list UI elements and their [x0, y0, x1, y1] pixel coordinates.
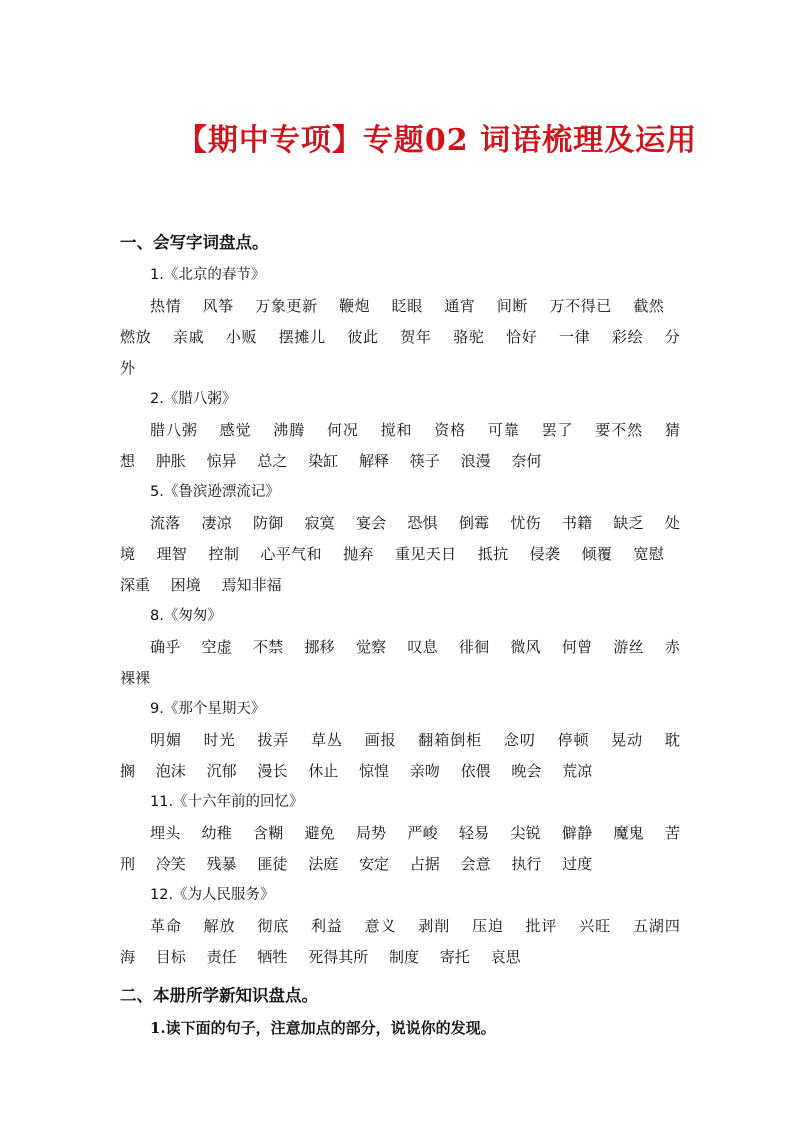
- vocab-word: 分外: [120, 328, 680, 377]
- vocab-word: 惊异: [206, 452, 237, 470]
- vocab-word: 何况: [326, 421, 359, 439]
- section-heading-2: 二、本册所学新知识盘点。: [120, 986, 318, 1005]
- vocab-word: 困境: [170, 576, 201, 594]
- word-list: [120, 725, 680, 787]
- vocab-word: 占据: [409, 855, 440, 873]
- question-1: 1.读下面的句子，注意加点的部分，说说你的发现。: [150, 1019, 496, 1037]
- vocab-word: 抛弃: [343, 545, 374, 563]
- vocab-word: 宴会: [355, 514, 387, 532]
- vocab-word: 念叨: [503, 731, 536, 749]
- vocab-word: 要不然: [595, 421, 644, 439]
- vocab-word: 凄凉: [201, 514, 232, 532]
- vocab-word: 目标: [155, 948, 186, 966]
- vocab-word: 压迫: [471, 917, 504, 935]
- vocab-word: 轻易: [458, 824, 490, 842]
- vocab-word: 拔弄: [257, 731, 290, 749]
- vocab-word: 宽慰: [633, 545, 664, 563]
- document-title: 【期中专项】专题02 词语梳理及运用: [176, 123, 698, 158]
- lesson-title: 11.《十六年前的回忆》: [150, 794, 304, 810]
- vocab-word: 抵抗: [477, 545, 509, 563]
- vocab-word: 局势: [355, 824, 387, 842]
- vocab-word: 寄托: [439, 948, 470, 966]
- vocab-word: 依偎: [460, 762, 491, 780]
- vocab-word: 晚会: [511, 762, 542, 780]
- vocab-word: 彼此: [347, 328, 379, 346]
- vocab-word: 书籍: [561, 514, 593, 532]
- vocab-word: 可靠: [487, 421, 520, 439]
- vocab-word: 泡沫: [155, 762, 186, 780]
- vocab-word: 挪移: [304, 638, 335, 656]
- vocab-word: 资格: [434, 421, 467, 439]
- vocab-word: 法庭: [308, 855, 339, 873]
- word-list: [120, 415, 680, 477]
- vocab-word: 确乎: [150, 638, 181, 656]
- vocab-word: 剥削: [418, 917, 451, 935]
- vocab-word: 腊八粥: [150, 421, 198, 439]
- word-list: [120, 632, 680, 694]
- vocab-word: 燃放: [120, 328, 152, 346]
- vocab-word: 寂寞: [304, 514, 335, 532]
- vocab-word: 时光: [203, 731, 236, 749]
- vocab-word: 控制: [208, 545, 240, 563]
- vocab-word: 含糊: [252, 824, 284, 842]
- vocab-word: 魔鬼: [613, 824, 644, 842]
- lesson-title: 2.《腊八粥》: [150, 391, 237, 407]
- vocab-word: 叹息: [407, 638, 438, 656]
- vocab-word: 焉知非福: [221, 576, 282, 594]
- vocab-word: 制度: [388, 948, 419, 966]
- vocab-word: 利益: [310, 917, 343, 935]
- vocab-word: 染缸: [308, 452, 339, 470]
- vocab-word: 流落: [150, 514, 181, 532]
- vocab-word: 侵袭: [529, 545, 561, 563]
- vocab-word: 漫长: [257, 762, 288, 780]
- vocab-word: 何曾: [561, 638, 593, 656]
- lesson-list: [120, 260, 680, 973]
- vocab-word: 亲戚: [172, 328, 205, 346]
- vocab-word: 倾覆: [581, 545, 613, 563]
- vocab-word: 死得其所: [308, 948, 369, 966]
- vocab-word: 游丝: [613, 638, 644, 656]
- vocab-word: 草丛: [310, 731, 343, 749]
- vocab-word: 觉察: [355, 638, 387, 656]
- vocab-word: 亲吻: [409, 762, 440, 780]
- lesson-title: 1.《北京的春节》: [150, 267, 266, 283]
- vocab-word: 耽搁: [120, 731, 680, 780]
- vocab-word: 深重: [120, 576, 151, 594]
- vocab-word: 万不得已: [549, 297, 612, 315]
- vocab-word: 冷笑: [155, 855, 186, 873]
- word-list: [120, 818, 680, 880]
- vocab-word: 罢了: [541, 421, 574, 439]
- vocab-word: 缺乏: [613, 514, 644, 532]
- vocab-word: 严峻: [407, 824, 438, 842]
- vocab-word: 总之: [257, 452, 288, 470]
- vocab-word: 徘徊: [458, 638, 490, 656]
- vocab-word: 会意: [460, 855, 491, 873]
- vocab-word: 惊惶: [358, 762, 389, 780]
- vocab-word: 恰好: [506, 328, 538, 346]
- vocab-word: 牺牲: [257, 948, 288, 966]
- lesson-title: 9.《那个星期天》: [150, 701, 266, 717]
- vocab-word: 匪徒: [257, 855, 288, 873]
- vocab-word: 过度: [562, 855, 593, 873]
- vocab-word: 万象更新: [255, 297, 318, 315]
- vocab-word: 幼稚: [201, 824, 232, 842]
- vocab-word: 倒霉: [458, 514, 490, 532]
- vocab-word: 翻箱倒柜: [418, 731, 483, 749]
- vocab-word: 通宵: [444, 297, 476, 315]
- vocab-word: 尖锐: [510, 824, 541, 842]
- vocab-word: 僻静: [561, 824, 593, 842]
- vocab-word: 解放: [203, 917, 236, 935]
- vocab-word: 忧伤: [510, 514, 541, 532]
- vocab-word: 搅和: [380, 421, 413, 439]
- vocab-word: 摆摊儿: [278, 328, 326, 346]
- vocab-word: 停顿: [557, 731, 590, 749]
- vocab-word: 不禁: [252, 638, 284, 656]
- vocab-word: 兴旺: [579, 917, 612, 935]
- vocab-word: 筷子: [409, 452, 440, 470]
- vocab-word: 休止: [308, 762, 339, 780]
- vocab-word: 晃动: [611, 731, 644, 749]
- vocab-word: 小贩: [225, 328, 258, 346]
- document-body: [120, 228, 680, 1044]
- lesson-title: 8.《匆匆》: [150, 608, 222, 624]
- vocab-word: 明媚: [150, 731, 182, 749]
- vocab-word: 微风: [510, 638, 541, 656]
- vocab-word: 苦刑: [120, 824, 680, 873]
- vocab-word: 猜想: [120, 421, 680, 470]
- vocab-word: 恐惧: [407, 514, 438, 532]
- vocab-word: 安定: [358, 855, 389, 873]
- vocab-word: 批评: [525, 917, 558, 935]
- vocab-word: 彩绘: [611, 328, 644, 346]
- vocab-word: 重见天日: [395, 545, 457, 563]
- vocab-word: 感觉: [219, 421, 252, 439]
- vocab-word: 空虚: [201, 638, 232, 656]
- vocab-word: 执行: [511, 855, 542, 873]
- vocab-word: 革命: [150, 917, 182, 935]
- vocab-word: 沉郁: [206, 762, 237, 780]
- word-list: [120, 508, 680, 601]
- vocab-word: 处境: [120, 514, 680, 563]
- vocab-word: 避免: [304, 824, 335, 842]
- word-list: [120, 291, 680, 384]
- section-heading-1: 一、会写字词盘点。: [120, 233, 269, 252]
- vocab-word: 彻底: [257, 917, 290, 935]
- vocab-word: 沸腾: [273, 421, 306, 439]
- vocab-word: 画报: [364, 731, 397, 749]
- vocab-word: 眨眼: [391, 297, 423, 315]
- lesson-title: 5.《鲁滨逊漂流记》: [150, 484, 280, 500]
- vocab-word: 防御: [252, 514, 284, 532]
- vocab-word: 荒凉: [562, 762, 593, 780]
- lesson-title: 12.《为人民服务》: [150, 887, 275, 903]
- vocab-word: 贺年: [400, 328, 432, 346]
- vocab-word: 残暴: [206, 855, 237, 873]
- vocab-word: 骆驼: [453, 328, 485, 346]
- vocab-word: 浪漫: [460, 452, 491, 470]
- vocab-word: 意义: [364, 917, 397, 935]
- vocab-word: 间断: [496, 297, 529, 315]
- vocab-word: 解释: [358, 452, 389, 470]
- vocab-word: 责任: [206, 948, 237, 966]
- vocab-word: 鞭炮: [339, 297, 371, 315]
- vocab-word: 肿胀: [155, 452, 186, 470]
- vocab-word: 风筝: [202, 297, 234, 315]
- word-list: [120, 911, 680, 973]
- vocab-word: 五湖四海: [120, 917, 680, 966]
- vocab-word: 埋头: [150, 824, 181, 842]
- vocab-word: 热情: [150, 297, 182, 315]
- vocab-word: 哀思: [490, 948, 521, 966]
- vocab-word: 心平气和: [260, 545, 322, 563]
- vocab-word: 赤裸裸: [120, 638, 680, 687]
- vocab-word: 截然: [633, 297, 664, 315]
- vocab-word: 理智: [156, 545, 188, 563]
- vocab-word: 一律: [558, 328, 591, 346]
- vocab-word: 奈何: [511, 452, 542, 470]
